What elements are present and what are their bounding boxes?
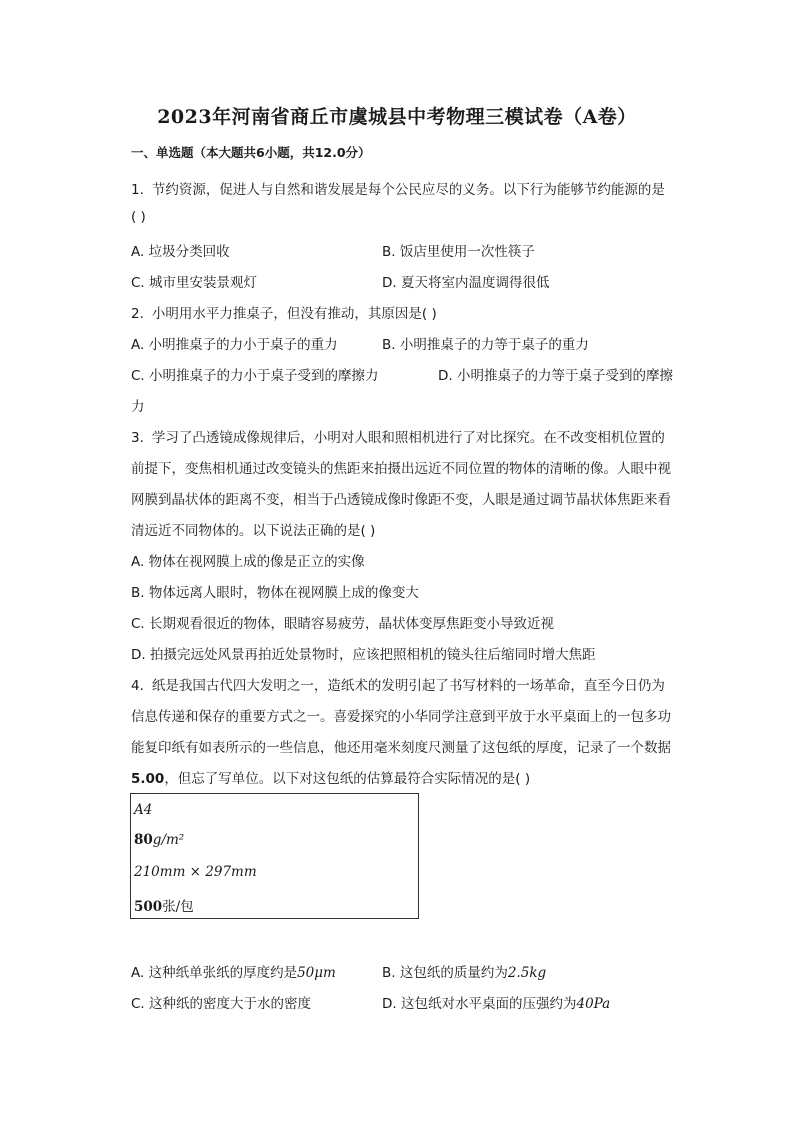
- paper-info-table: [130, 793, 419, 919]
- question-number: 4.: [131, 678, 144, 694]
- question-4-line-1: 4. 纸是我国古代四大发明之一，造纸术的发明引起了书写材料的一场革命，直至今日仍为: [131, 678, 665, 694]
- q4-option-a: A. 这种纸单张纸的厚度约是50μm: [131, 965, 336, 981]
- q3-option-c: C. 长期观看很近的物体，眼睛容易疲劳，晶状体变厚焦距变小导致近视: [131, 616, 555, 632]
- question-number: 3.: [131, 430, 144, 446]
- question-4-line-2: 信息传递和保存的重要方式之一。喜爱探究的小华同学注意到平放于水平桌面上的一包多功: [131, 709, 671, 725]
- question-1-line-2: ( ): [131, 209, 146, 225]
- question-4-line-4: 5.00，但忘了写单位。以下对这包纸的估算最符合实际情况的是( ): [131, 771, 531, 787]
- question-number: 1.: [131, 182, 144, 198]
- q4-option-b: B. 这包纸的质量约为2.5kg: [382, 965, 547, 981]
- q2-option-d-continued: 力: [131, 399, 145, 415]
- q2-option-a: A. 小明推桌子的力小于桌子的重力: [131, 337, 338, 353]
- q2-option-b: B. 小明推桌子的力等于桌子的重力: [382, 337, 589, 353]
- table-row-density: 80g/m²: [134, 832, 185, 848]
- page-title: 2023年河南省商丘市虞城县中考物理三模试卷（A卷）: [157, 106, 637, 128]
- q4-option-d: D. 这包纸对水平桌面的压强约为40Pa: [382, 996, 611, 1012]
- q2-option-d: D. 小明推桌子的力等于桌子受到的摩擦: [438, 368, 673, 384]
- q3-option-d: D. 拍摄完远处风景再拍近处景物时，应该把照相机的镜头往后缩同时增大焦距: [131, 647, 596, 663]
- q1-option-b: B. 饭店里使用一次性筷子: [382, 244, 535, 260]
- table-row-count: 500张/包: [134, 899, 194, 915]
- question-2-line-1: 2. 小明用水平力推桌子，但没有推动，其原因是( ): [131, 306, 437, 322]
- question-1-line-1: 1. 节约资源，促进人与自然和谐发展是每个公民应尽的义务。以下行为能够节约能源的是: [131, 182, 665, 198]
- question-number: 2.: [131, 306, 144, 322]
- question-3-line-1: 3. 学习了凸透镜成像规律后，小明对人眼和照相机进行了对比探究。在不改变相机位置的: [131, 430, 665, 446]
- question-4-line-3: 能复印纸有如表所示的一些信息，他还用毫米刻度尺测量了这包纸的厚度，记录了一个数据: [131, 740, 671, 756]
- section-heading: 一、单选题（本大题共6小题，共12.0分）: [131, 145, 371, 160]
- q3-option-b: B. 物体远离人眼时，物体在视网膜上成的像变大: [131, 585, 419, 601]
- q4-option-c: C. 这种纸的密度大于水的密度: [131, 996, 312, 1012]
- question-3-line-2: 前提下，变焦相机通过改变镜头的焦距来拍摄出远近不同位置的物体的清晰的像。人眼中视: [131, 461, 671, 477]
- q3-option-a: A. 物体在视网膜上成的像是正立的实像: [131, 554, 365, 570]
- q1-option-d: D. 夏天将室内温度调得很低: [382, 275, 550, 291]
- question-3-line-4: 清远近不同物体的。以下说法正确的是( ): [131, 523, 376, 539]
- table-row-dimensions: 210mm × 297mm: [134, 864, 257, 880]
- q2-option-c: C. 小明推桌子的力小于桌子受到的摩擦力: [131, 368, 379, 384]
- table-row-size: A4: [134, 802, 153, 818]
- q1-option-c: C. 城市里安装景观灯: [131, 275, 258, 291]
- measured-value: 5.00: [131, 771, 165, 787]
- question-3-line-3: 网膜到晶状体的距离不变，相当于凸透镜成像时像距不变，人眼是通过调节晶状体焦距来看: [131, 492, 671, 508]
- q1-option-a: A. 垃圾分类回收: [131, 244, 230, 260]
